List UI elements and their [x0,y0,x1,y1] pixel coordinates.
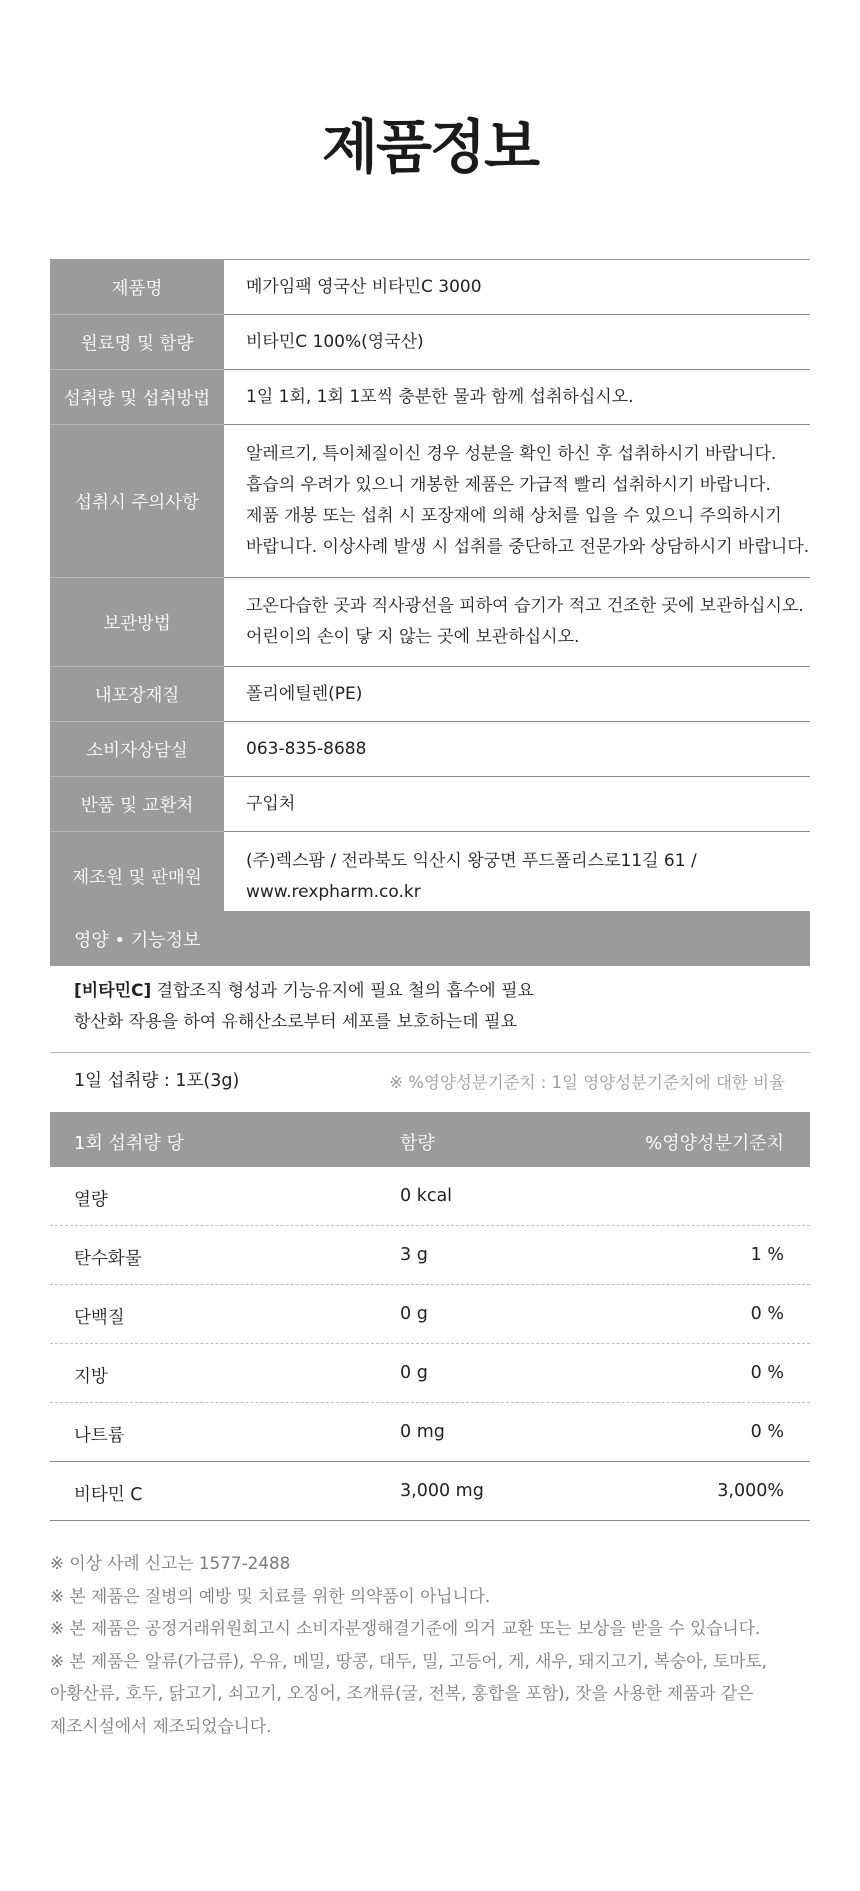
info-value [224,425,810,577]
function-line-1 [74,976,534,1007]
info-label: 반품 및 교환처 [50,777,224,832]
daily-value-note: ※ %영양성분기준치 : 1일 영양성분기준치에 대한 비율 [389,1073,785,1092]
nutrient-daily-value: 3,000% [717,1481,784,1501]
info-value [224,260,810,314]
nutrient-daily-value: 1 % [750,1245,784,1265]
info-value-line: 1일 1회, 1회 1포씩 충분한 물과 함께 섭취하십시오. [246,386,634,407]
notice-line: 아황산류, 호두, 닭고기, 쇠고기, 오징어, 조개류(굴, 전복, 홍합을 포함), 잣을 사용한 제품과 같은 [50,1683,754,1703]
nutrient-amount: 0 mg [400,1422,445,1442]
nutrient-amount: 3,000 mg [400,1481,484,1501]
function-section-heading: 영양 • 기능정보 [50,911,810,966]
notice-line: ※ 본 제품은 알류(가금류), 우유, 메밀, 땅콩, 대두, 밀, 고등어, 게, 새우, 돼지고기, 복숭아, 토마토, [50,1650,768,1671]
info-value-line: 어린이의 손이 닿 지 않는 곳에 보관하십시오. [246,627,580,647]
table-row [50,1462,810,1521]
info-value-line: 고온다습한 곳과 직사광선을 피하여 습기가 적고 건조한 곳에 보관하십시오. [246,596,804,616]
notice-line: ※ 본 제품은 질병의 예방 및 치료를 위한 의약품이 아닙니다. [50,1585,491,1606]
divider [50,1052,810,1053]
nutrient-amount: 3 g [400,1245,428,1265]
page-title: 제품정보 [321,113,539,181]
info-row-product-name [50,260,810,315]
info-value [224,578,810,666]
function-bold-label: [비타민C] [74,981,152,1001]
info-row-returns [50,777,810,832]
nutrient-amount: 0 g [400,1304,428,1324]
nutrient-daily-value: 0 % [750,1304,784,1324]
info-row-ingredients [50,315,810,370]
notices [50,1547,767,1742]
nutrient-name: 비타민 C [74,1485,143,1505]
table-row [50,1344,810,1403]
info-value [224,832,810,921]
info-row-packaging [50,667,810,722]
product-info-table [50,259,810,922]
info-row-manufacturer [50,832,810,922]
nutrition-header [50,1112,810,1167]
nutrient-name: 열량 [74,1190,108,1210]
info-label: 원료명 및 함량 [50,315,224,370]
nutrient-amount: 0 kcal [400,1186,453,1206]
info-value-line: 비타민C 100%(영국산) [246,331,424,352]
info-value [224,667,810,721]
nutrient-amount: 0 g [400,1363,428,1383]
info-value [224,777,810,831]
website-link[interactable]: www.rexpharm.co.kr [246,881,421,902]
info-row-storage [50,578,810,667]
function-line-2: 항산화 작용을 하여 유해산소로부터 세포를 보호하는데 필요 [74,1012,517,1032]
info-value-line: 제품 개봉 또는 섭취 시 포장재에 의해 상처를 입을 수 있으니 주의하시기 [246,506,782,526]
info-label: 섭취량 및 섭취방법 [50,370,224,425]
nutrition-header-per-serving: 1회 섭취량 당 [74,1133,184,1154]
info-label: 소비자상담실 [50,722,224,777]
info-row-dosage [50,370,810,425]
info-label: 제품명 [50,260,224,315]
info-label: 제조원 및 판매원 [50,832,224,922]
function-description [74,976,534,1038]
table-row [50,1167,810,1226]
info-value-line: 바랍니다. 이상사례 발생 시 섭취를 중단하고 전문가와 상담하시기 바랍니다. [246,537,810,557]
table-row [50,1226,810,1285]
nutrient-daily-value: 0 % [750,1422,784,1442]
info-value-line: 흡습의 우려가 있으니 개봉한 제품은 가급적 빨리 섭취하시기 바랍니다. [246,475,771,495]
info-value-line: 구입처 [246,793,296,814]
nutrient-name: 탄수화물 [74,1249,142,1269]
table-row [50,1403,810,1462]
table-row [50,1285,810,1344]
nutrition-header-daily-value: %영양성분기준치 [645,1133,784,1154]
nutrition-header-amount: 함량 [400,1133,435,1154]
nutrient-daily-value: 0 % [750,1363,784,1383]
nutrient-name: 지방 [74,1367,108,1387]
notice-line: 제조시설에서 제조되었습니다. [50,1715,272,1736]
info-value-line: 메가임팩 영국산 비타민C 3000 [246,276,482,297]
info-value-line: 폴리에틸렌(PE) [246,683,363,704]
info-value-line: 알레르기, 특이체질이신 경우 성분을 확인 하신 후 섭취하시기 바랍니다. [246,444,777,464]
nutrient-name: 나트륨 [74,1426,125,1446]
daily-intake: 1일 섭취량 : 1포(3g) [74,1071,240,1091]
nutrient-name: 단백질 [74,1308,125,1328]
info-label: 보관방법 [50,578,224,667]
nutrition-table [50,1167,810,1521]
info-value [224,370,810,424]
function-line-1-text: 결합조직 형성과 기능유지에 필요 철의 흡수에 필요 [151,981,534,1001]
info-row-precautions [50,425,810,578]
info-label: 섭취시 주의사항 [50,425,224,578]
info-value-line: 063-835-8688 [246,738,367,759]
info-label: 내포장재질 [50,667,224,722]
info-row-consumer-center [50,722,810,777]
info-value [224,722,810,776]
info-value-line: (주)렉스팜 / 전라북도 익산시 왕궁면 푸드폴리스로11길 61 / [246,850,697,871]
info-value [224,315,810,369]
notice-line: ※ 본 제품은 공정거래위원회고시 소비자분쟁해결기준에 의거 교환 또는 보상을 받을 수 있습니다. [50,1618,761,1638]
notice-line: ※ 이상 사례 신고는 1577-2488 [50,1553,291,1573]
